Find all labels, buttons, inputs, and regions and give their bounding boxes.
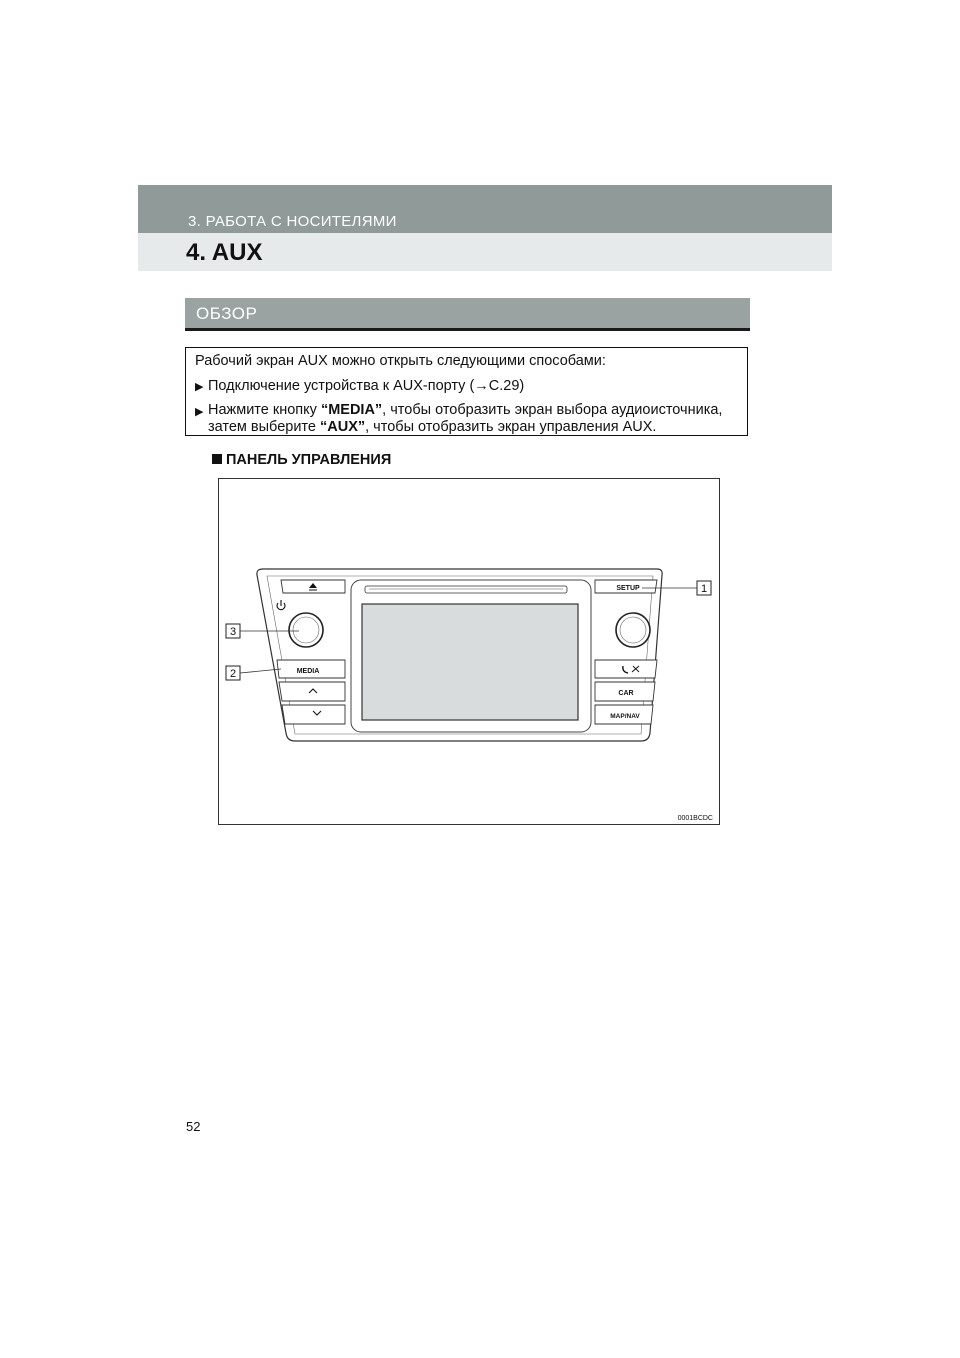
control-panel-heading: [212, 452, 391, 468]
overview-intro: Рабочий экран AUX можно открыть следующими способами:: [195, 353, 606, 369]
aux-button-ref: “AUX”: [320, 419, 366, 435]
control-panel-figure: [218, 478, 720, 825]
item2-text: , чтобы отобразить экран выбора аудиоисточника,: [382, 402, 723, 418]
square-bullet-icon: [212, 454, 222, 464]
seek-up-button: [279, 682, 345, 701]
media-button-label: MEDIA: [296, 668, 320, 675]
disc-slot: [365, 586, 567, 593]
callout-2-label: 2: [229, 668, 237, 680]
overview-section-title: ОБЗОР: [196, 304, 258, 323]
bullet-arrow-icon: ▶: [195, 381, 204, 393]
item2-text: Нажмите кнопку: [208, 402, 321, 418]
power-volume-knob: [289, 613, 323, 647]
item2-text: , чтобы отобразить экран управления AUX.: [365, 419, 657, 435]
overview-item-2-line-1: [208, 402, 738, 418]
setup-button-label: SETUP: [616, 585, 640, 592]
callout-1-label: 1: [700, 583, 708, 595]
callout-3-label: 3: [229, 626, 237, 638]
overview-item-1: Подключение устройства к AUX-порту (→С.29): [208, 378, 525, 394]
chapter-header: [138, 185, 832, 233]
bullet-arrow-icon: ▶: [195, 406, 204, 418]
section-header: [138, 233, 832, 271]
car-button-label: CAR: [618, 690, 634, 697]
touch-screen: [362, 604, 578, 720]
page-number: 52: [186, 1119, 201, 1134]
control-panel-heading-text: ПАНЕЛЬ УПРАВЛЕНИЯ: [226, 452, 392, 468]
map-nav-button-label: MAP/NAV: [610, 713, 640, 720]
item2-text: затем выберите: [208, 419, 320, 435]
tune-scroll-knob: [616, 613, 650, 647]
page-title: 4. AUX: [186, 239, 263, 266]
overview-item-2-line-2: [208, 419, 656, 435]
control-panel-illustration: [219, 479, 719, 824]
overview-section-bar: [185, 298, 750, 331]
figure-code: 0001BCDC: [677, 815, 713, 822]
media-button-ref: “MEDIA”: [320, 402, 383, 418]
overview-info-box: [185, 347, 748, 436]
phone-button: [595, 660, 657, 678]
seek-down-button: [282, 705, 345, 724]
chapter-breadcrumb: 3. РАБОТА С НОСИТЕЛЯМИ: [188, 213, 397, 230]
